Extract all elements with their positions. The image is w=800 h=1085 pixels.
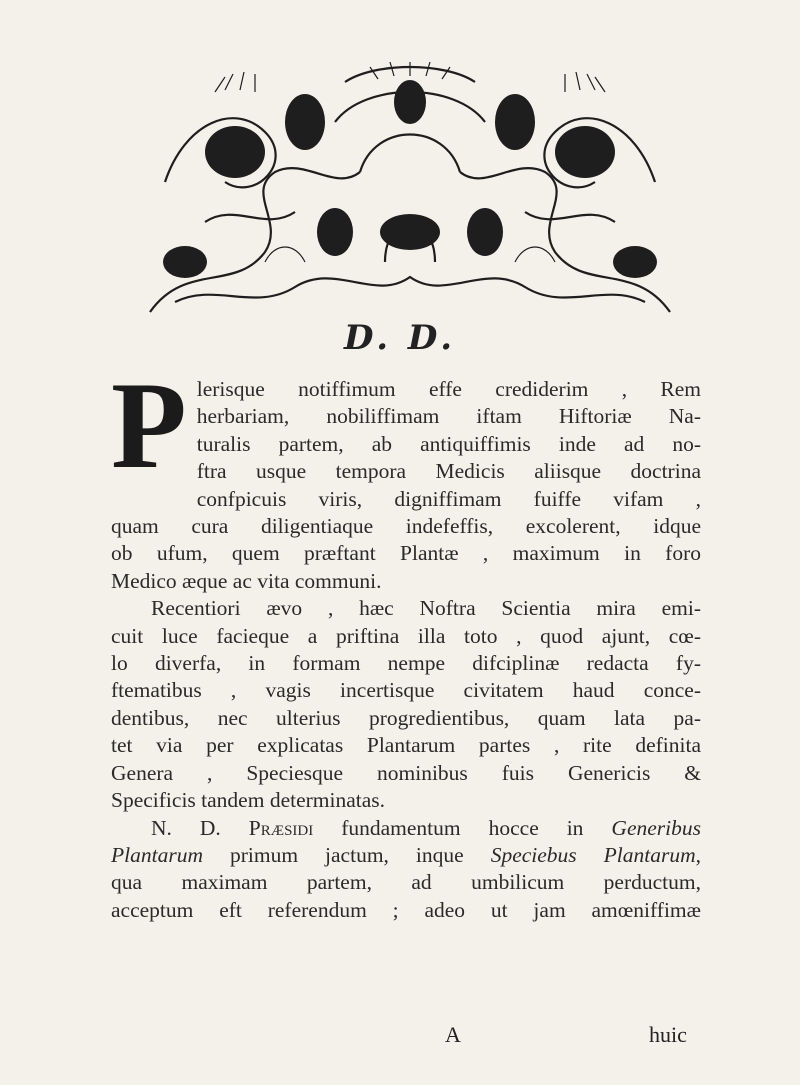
text-line: Genera , Speciesque nominibus fuis Genericis & [111, 760, 701, 785]
text-segment: primum jactum, inque [202, 842, 491, 867]
body-text [111, 357, 701, 924]
text-line: ftra usque tempora Medicis aliisque doctrina [196, 459, 701, 484]
text-line: confpicuis viris, digniffimam fuiffe vifam , [196, 486, 701, 511]
text-line: acceptum eft referendum ; adeo ut jam amœniffimæ [111, 897, 701, 922]
text-line: qua maximam partem, ad umbilicum perductum, [111, 870, 701, 895]
text-line: lerisque notiffimum effe crediderim , Rem [196, 377, 701, 401]
text-line: tet via per explicatas Plantarum partes , rite definita [111, 733, 701, 758]
floral-headpiece-ornament [145, 62, 675, 322]
catchword: huic [649, 1022, 687, 1047]
text-line: turalis partem, ab antiquiffimis inde ad no- [196, 431, 701, 456]
signature-mark: A [445, 1022, 461, 1047]
italic-speciebus-plantarum: Speciebus Plantarum [490, 842, 696, 867]
dedication-heading: D. D. [343, 318, 457, 358]
praesidi-smallcaps: Præsidi [248, 815, 314, 840]
text-line: ftematibus , vagis incertisque civitatem haud conce- [111, 678, 701, 703]
text-line: Medico æque ac vita communi. [111, 568, 382, 593]
text-line: quam cura diligentiaque indefeffis, excolerent, idque [111, 514, 701, 539]
text-line: herbariam, nobiliffimam iftam Hiftoriæ Na- [196, 404, 701, 429]
text-line: lo diverfa, in formam nempe difciplinæ redacta fy- [111, 651, 701, 676]
page-footer [0, 1022, 800, 1052]
text-line [111, 842, 701, 869]
italic-plantarum: Plantarum [111, 842, 203, 867]
text-segment: , [695, 842, 701, 867]
text-line: dentibus, nec ulterius progredientibus, quam lata pa- [111, 705, 701, 730]
italic-generibus: Generibus [611, 815, 701, 840]
text-line: Recentiori ævo , hæc Noftra Scientia mira emi- [151, 596, 701, 621]
text-segment: fundamentum hocce in [313, 815, 612, 840]
text-segment: N. D. [151, 815, 249, 840]
text-line: Specificis tandem determinatas. [111, 788, 386, 813]
drop-cap-initial: P [111, 357, 187, 494]
text-line: ob ufum, quem præftant Plantæ , maximum in foro [111, 541, 701, 566]
text-line [111, 815, 701, 842]
text-line: cuit luce facieque a priftina illa toto , quod ajunt, cœ- [111, 623, 701, 648]
